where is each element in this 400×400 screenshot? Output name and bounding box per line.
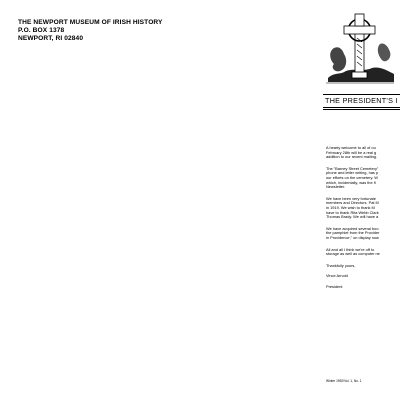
paragraph <box>326 248 400 257</box>
body-line: phone and letter writing, has p <box>326 170 379 176</box>
newsletter-title: THE PRESIDENT'S I <box>323 94 400 108</box>
body-line: which, incidentally, was the fi <box>326 179 376 185</box>
city-state-zip: NEWPORT, RI 02840 <box>18 35 84 42</box>
body-line: Thomas Brady. We will have a <box>326 214 379 220</box>
body-line: members and Directors. Pat M <box>326 200 379 206</box>
body-line: addition to our recent mailing. <box>326 154 378 160</box>
body-line: The "Barney Street Cemetery" <box>326 165 379 171</box>
signer-title: President <box>326 283 343 289</box>
paragraph <box>326 146 400 160</box>
body-line: We have been very fortunate <box>326 195 376 201</box>
paragraph <box>326 197 400 220</box>
body-line: A hearty welcome to all of ou <box>326 145 376 150</box>
paragraph <box>326 227 400 241</box>
body-line: the pamphlet from the Provider <box>326 230 380 236</box>
body-line: have to thank Rita Webb Clark <box>326 209 379 215</box>
newsletter-body <box>326 146 400 295</box>
body-line: storage as well as computer ne <box>326 251 380 257</box>
closing-line: Thankfully yours, <box>326 262 356 268</box>
body-line: in 1919. We wish to thank M <box>326 204 375 210</box>
newsletter-page <box>323 94 400 390</box>
body-line: our efforts on the cemetery. W <box>326 174 378 180</box>
return-address <box>18 19 163 43</box>
paragraph <box>326 167 400 190</box>
body-line: All and all I think we're off to <box>326 246 375 252</box>
org-name: THE NEWPORT MUSEUM OF IRISH HISTORY <box>18 19 163 26</box>
closing-block <box>326 264 400 290</box>
body-line: Newsletter. <box>326 184 346 190</box>
signer-name: Vince Arnold <box>326 273 348 279</box>
po-box: P.O. BOX 1378 <box>18 27 65 34</box>
newsletter-footer: Winter 1992/Vol. 1, No. 1 <box>326 379 362 383</box>
body-line: February 28th will be a real g <box>326 149 377 155</box>
celtic-cross-logo <box>324 8 396 90</box>
body-line: We have acquired several boo <box>326 225 379 231</box>
body-line: in Providence," on display now <box>326 234 379 240</box>
title-rule <box>323 109 400 110</box>
